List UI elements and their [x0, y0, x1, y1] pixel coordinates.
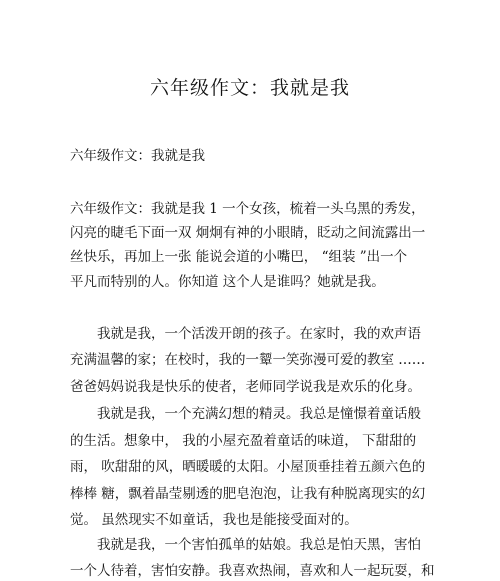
- body-line: 棒棒 糖，飘着晶莹剔透的肥皂泡泡，让我有种脱离现实的幻: [70, 486, 426, 502]
- body-line: 我就是我，一个活泼开朗的孩子。在家时，我的欢声语: [70, 326, 421, 342]
- body-line: 充满温馨的家；在校时，我的一颦一笑弥漫可爱的教室 ……: [70, 352, 426, 368]
- body-line: 的生活。想象中， 我的小屋充盈着童话的味道， 下甜甜的: [70, 433, 417, 449]
- body-line: 一个人待着，害怕安静。我喜欢热闹，喜欢和人一起玩耍，和: [70, 563, 435, 579]
- body-line: 六年级作文：我就是我 1 一个女孩，梳着一头乌黑的秀发，: [70, 201, 425, 217]
- body-line: 爸爸妈妈说我是快乐的使者，老师同学说我是欢乐的化身。: [70, 379, 421, 395]
- body-line: 我就是我，一个害怕孤单的姑娘。我总是怕天黑，害怕: [70, 537, 421, 553]
- body-line: 我就是我，一个充满幻想的精灵。我总是憧憬着童话般: [70, 406, 421, 422]
- document-title: 六年级作文：我就是我: [149, 77, 350, 99]
- body-line: 闪亮的睫毛下面一双 炯炯有神的小眼睛，眨动之间流露出一: [70, 225, 426, 241]
- body-line: 丝快乐，再加上一张 能说会道的小嘴巴， “组装 ”出一个: [70, 249, 408, 265]
- body-line: 雨， 吹甜甜的风，晒暖暖的太阳。小屋顶垂挂着五颜六色的: [70, 459, 426, 475]
- body-line: 觉。 虽然现实不如童话，我也是能接受面对的。: [70, 512, 358, 528]
- document-subtitle: 六年级作文：我就是我: [70, 148, 205, 164]
- body-line: 平凡而特别的人。你知道 这个人是谁吗？她就是我。: [70, 274, 385, 290]
